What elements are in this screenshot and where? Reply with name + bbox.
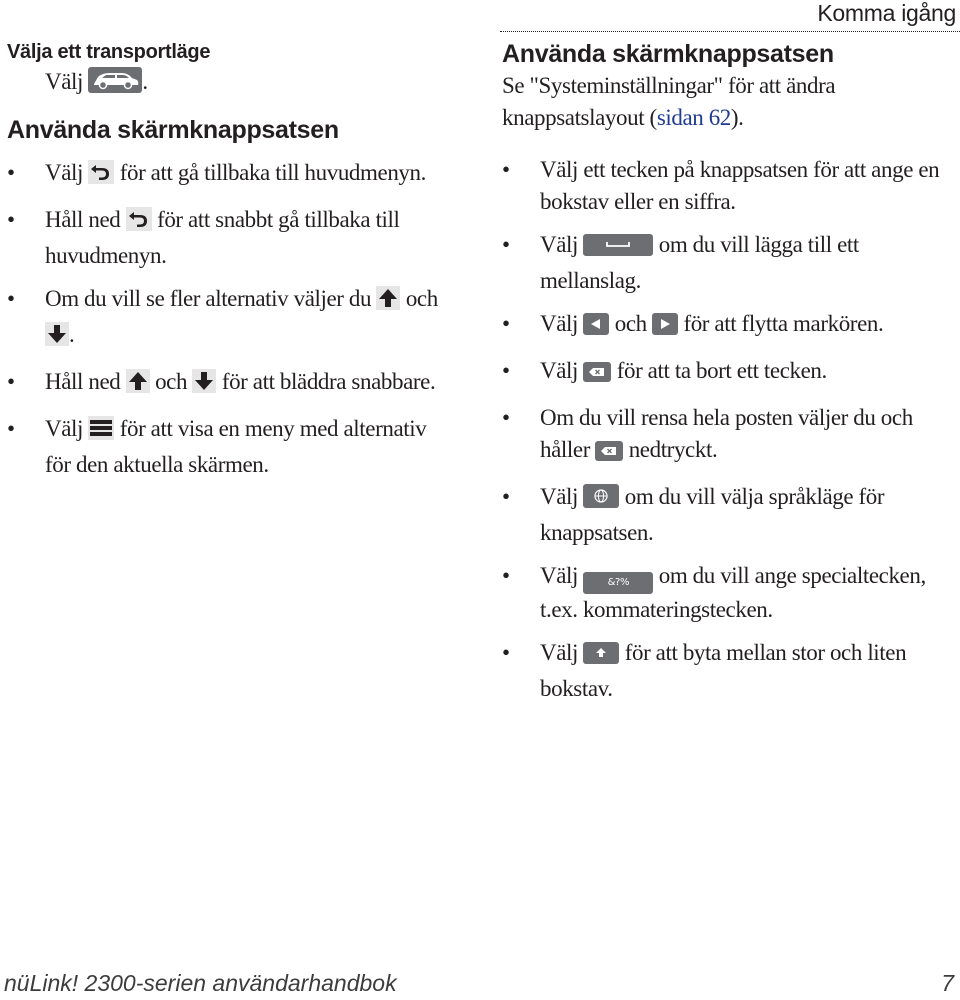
up-arrow-icon <box>126 369 150 402</box>
cursor-right-icon <box>652 312 678 344</box>
list-item: • Välj för att gå tillbaka till huvudmenyn. <box>7 157 447 193</box>
transport-heading: Välja ett transportläge <box>7 41 211 63</box>
back-arrow-icon <box>88 160 114 193</box>
list-item: • Välj om du vill lägga till ett mellanslag. <box>502 232 859 293</box>
list-item: • Välj ett tecken på knappsatsen för att ange en bokstav eller en siffra. <box>502 157 940 214</box>
shift-key-icon <box>583 641 619 673</box>
list-item: • Välj &?% om du vill ange specialtecken, t.ex. kommateringstecken. <box>502 563 926 622</box>
list-item: • Om du vill se fler alternativ väljer du och . <box>7 283 447 355</box>
space-key-icon <box>583 233 653 265</box>
footer-title: nüLink! 2300-serien användarhandbok <box>4 970 397 996</box>
list-item: • Håll ned för att snabbt gå tillbaka till huvudmenyn. <box>7 207 400 268</box>
header-rule <box>500 31 960 32</box>
page-link[interactable]: sidan 62 <box>656 105 731 130</box>
down-arrow-icon <box>45 322 69 355</box>
list-item: • Välj om du vill välja språkläge för knappsatsen. <box>502 484 885 545</box>
right-keyboard-heading: Använda skärmknappsatsen <box>502 40 834 68</box>
list-item: • Om du vill rensa hela posten väljer du och håller nedtryckt. <box>502 402 958 470</box>
left-list <box>7 157 447 481</box>
backspace-icon <box>595 438 623 470</box>
cursor-left-icon <box>583 312 609 344</box>
transport-text: Välj . <box>7 66 447 102</box>
list-item: • Håll ned och för att bläddra snabbare. <box>7 366 447 402</box>
section-header: Komma igång <box>817 0 956 26</box>
special-characters-key: &?% <box>583 572 653 594</box>
right-list <box>502 154 958 705</box>
left-column <box>7 38 447 481</box>
down-arrow-icon <box>192 369 216 402</box>
page-number: 7 <box>941 970 954 996</box>
intro-text: Se "Systeminställningar" för att ändra knappsatslayout (sidan 62). <box>502 73 836 130</box>
back-arrow-icon <box>126 207 152 240</box>
backspace-icon <box>583 359 611 391</box>
list-item: • Välj för att ta bort ett tecken. <box>502 355 958 391</box>
list-item: • Välj för att visa en meny med alternativ för den aktuella skärmen. <box>7 416 427 477</box>
up-arrow-icon <box>376 286 400 319</box>
list-item: • Välj för att byta mellan stor och liten bokstav. <box>502 640 907 701</box>
globe-icon <box>583 484 619 517</box>
footer <box>4 970 954 1000</box>
car-icon <box>88 67 142 102</box>
right-column <box>502 38 958 705</box>
left-keyboard-heading: Använda skärmknappsatsen <box>7 116 339 144</box>
menu-icon <box>88 416 114 449</box>
list-item: • Välj och för att flytta markören. <box>502 308 958 344</box>
